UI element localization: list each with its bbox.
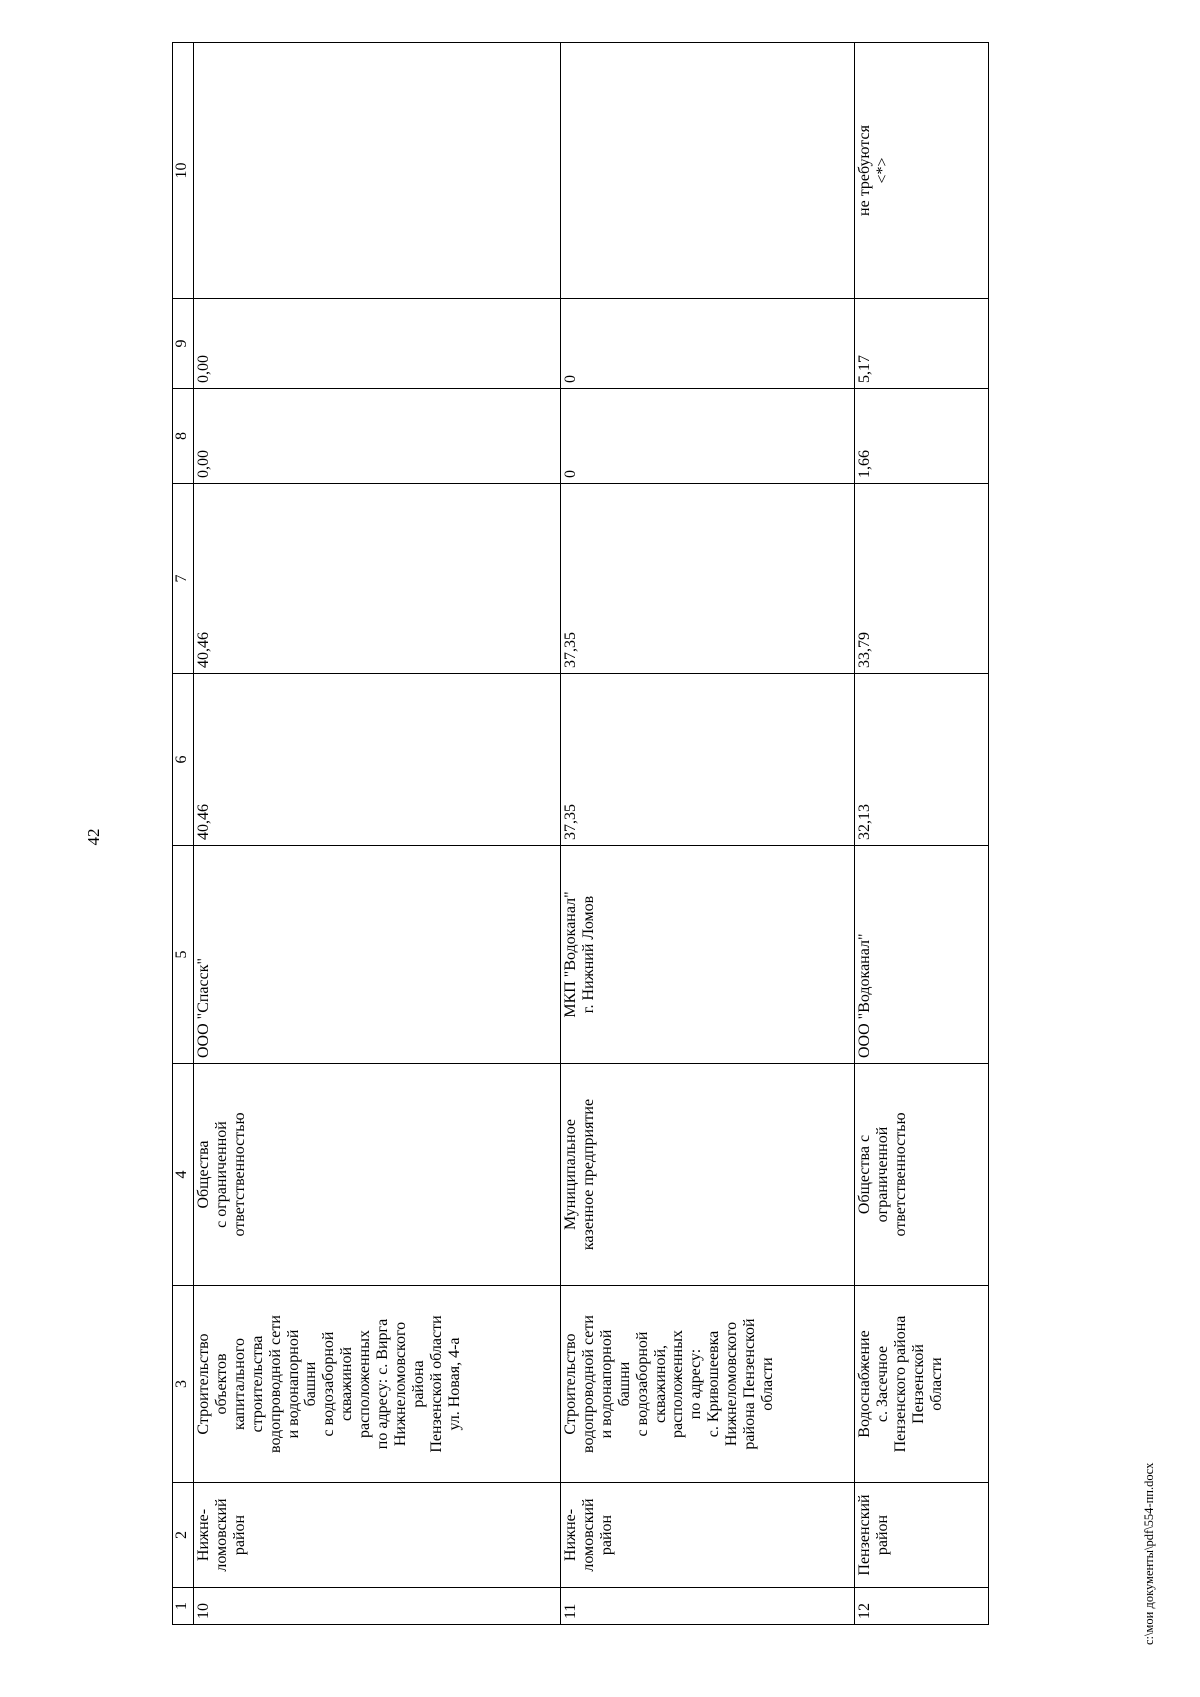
project-cell: Водоснабжение с. Засечное Пензенского района Пензенской области xyxy=(855,1286,989,1483)
org-name-cell: ООО "Водоканал" xyxy=(855,846,989,1064)
value-cell-10 xyxy=(194,43,561,299)
column-number: 8 xyxy=(173,389,194,484)
footer-file-path: c:\мои документы\pdf\554-пп.docx xyxy=(1142,1462,1156,1645)
district-cell: Нижне- ломовский район xyxy=(194,1483,561,1588)
data-table xyxy=(172,42,989,1625)
value-cell-6: 40,46 xyxy=(194,674,561,846)
value-cell-7: 33,79 xyxy=(855,484,989,674)
value-cell-9: 0 xyxy=(561,299,855,389)
org-form-cell: Муниципальное казенное предприятие xyxy=(561,1064,855,1286)
column-number: 5 xyxy=(173,846,194,1064)
value-cell-9: 5,17 xyxy=(855,299,989,389)
column-number: 1 xyxy=(173,1588,194,1625)
column-number: 2 xyxy=(173,1483,194,1588)
value-cell-7: 40,46 xyxy=(194,484,561,674)
row-number: 10 xyxy=(194,1588,561,1625)
value-cell-10: не требуются <*> xyxy=(855,43,989,299)
district-cell: Нижне- ломовский район xyxy=(561,1483,855,1588)
page-number: 42 xyxy=(84,828,103,846)
column-number: 6 xyxy=(173,674,194,846)
table-row xyxy=(561,43,855,1625)
column-number: 9 xyxy=(173,299,194,389)
value-cell-9: 0,00 xyxy=(194,299,561,389)
org-form-cell: Общества с ограниченной ответственностью xyxy=(194,1064,561,1286)
district-cell: Пензенский район xyxy=(855,1483,989,1588)
column-number-row xyxy=(173,43,194,1625)
org-name-cell: МКП "Водоканал" г. Нижний Ломов xyxy=(561,846,855,1064)
column-number: 4 xyxy=(173,1064,194,1286)
value-cell-6: 32,13 xyxy=(855,674,989,846)
column-number: 10 xyxy=(173,43,194,299)
value-cell-8: 0 xyxy=(561,389,855,484)
value-cell-8: 0,00 xyxy=(194,389,561,484)
value-cell-6: 37,35 xyxy=(561,674,855,846)
row-number: 12 xyxy=(855,1588,989,1625)
project-cell: Строительство объектов капитального строительства водопроводной сети и водонапорной башни с водозаборной скважиной расположенных по адресу: с. Вирга Нижнеломовского района Пензенской области ул. Новая, 4-а xyxy=(194,1286,561,1483)
value-cell-7: 37,35 xyxy=(561,484,855,674)
column-number: 7 xyxy=(173,484,194,674)
value-cell-8: 1,66 xyxy=(855,389,989,484)
row-number: 11 xyxy=(561,1588,855,1625)
org-form-cell: Общества с ограниченной ответственностью xyxy=(855,1064,989,1286)
value-cell-10 xyxy=(561,43,855,299)
column-number: 3 xyxy=(173,1286,194,1483)
project-cell: Строительство водопроводной сети и водонапорной башни с водозаборной скважиной, расположенных по адресу: с. Кривошеевка Нижнеломовского района Пензенской области xyxy=(561,1286,855,1483)
table-row xyxy=(194,43,561,1625)
table-row xyxy=(855,43,989,1625)
org-name-cell: ООО "Спасск" xyxy=(194,846,561,1064)
